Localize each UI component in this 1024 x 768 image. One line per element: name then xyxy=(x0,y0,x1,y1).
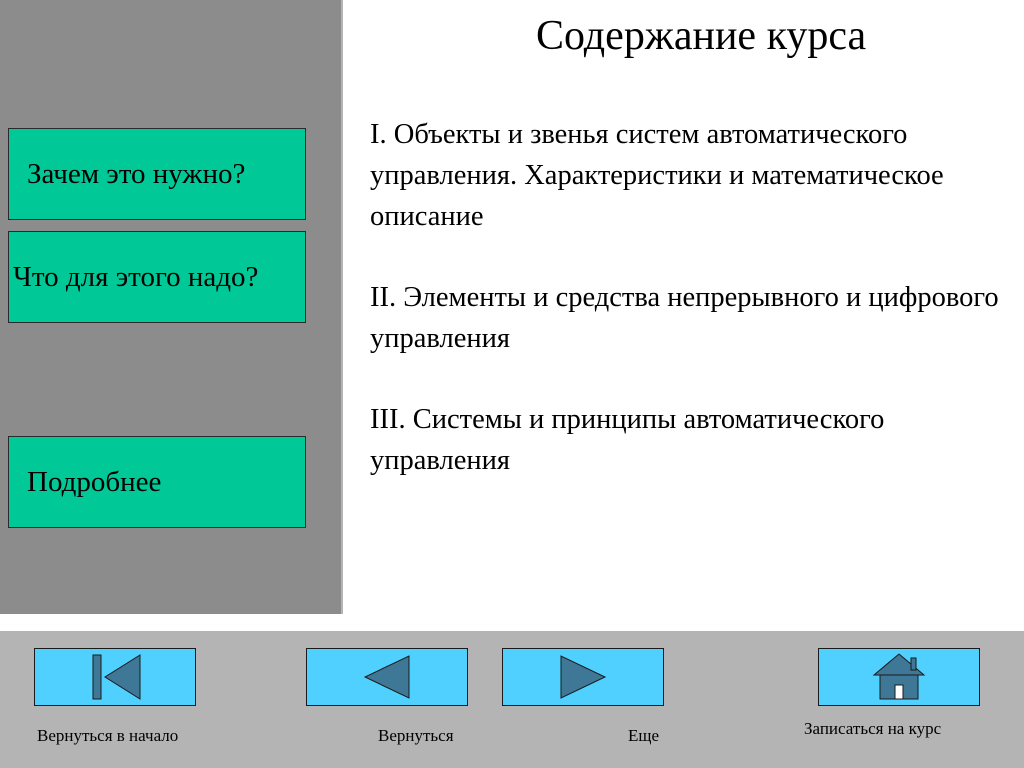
back-button[interactable] xyxy=(306,648,468,706)
home-button[interactable] xyxy=(818,648,980,706)
content-section-2: II. Элементы и средства непрерывного и цифрового управления xyxy=(370,282,999,354)
content-section-3: III. Системы и принципы автоматического управления xyxy=(370,404,885,476)
next-button[interactable] xyxy=(502,648,664,706)
back-button-label: Вернуться xyxy=(378,726,454,745)
sidebar-item-label: Зачем это нужно? xyxy=(27,157,246,190)
triangle-left-icon xyxy=(357,652,417,702)
sidebar-item-label: Подробнее xyxy=(27,465,162,498)
home-button-label: Записаться на курс xyxy=(804,719,942,738)
sidebar-divider xyxy=(341,0,343,614)
first-button-label: Вернуться в начало xyxy=(37,726,179,745)
sidebar-item-more[interactable] xyxy=(8,436,306,528)
triangle-right-icon xyxy=(553,652,613,702)
next-button-label: Еще xyxy=(628,726,660,745)
page-title: Содержание курса xyxy=(536,13,867,59)
first-button[interactable] xyxy=(34,648,196,706)
home-icon xyxy=(869,651,929,703)
course-content xyxy=(370,114,1020,521)
sidebar-item-why-needed[interactable] xyxy=(8,128,306,220)
skip-to-start-icon xyxy=(85,652,145,702)
content-section-1: I. Объекты и звенья систем автоматического управления. Характеристики и математическое описание xyxy=(370,119,944,232)
sidebar-item-what-needed[interactable] xyxy=(8,231,306,323)
sidebar-item-label: Что для этого надо? xyxy=(13,260,259,293)
